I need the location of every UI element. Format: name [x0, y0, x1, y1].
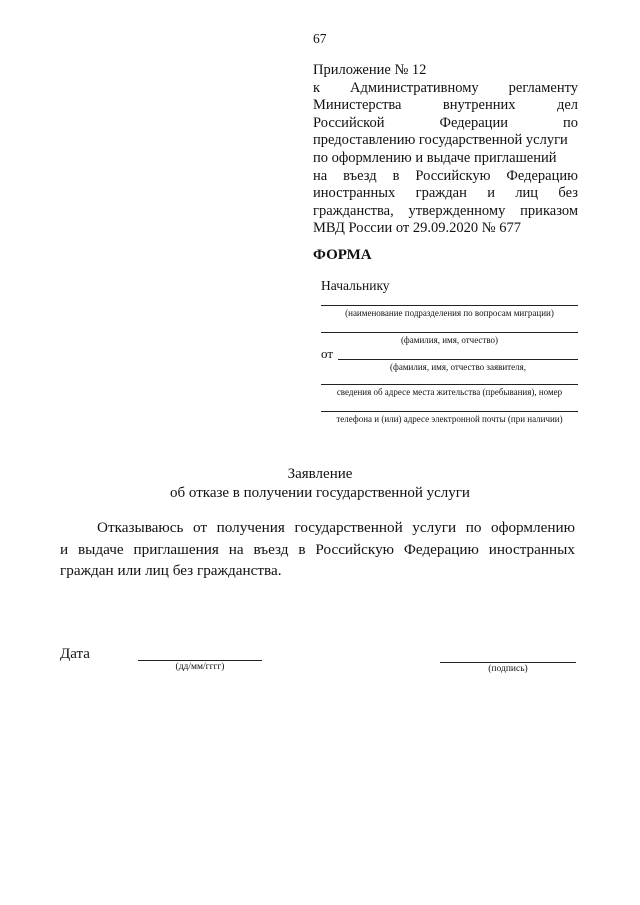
word: Российскую	[415, 167, 491, 184]
appendix-title: Приложение № 12	[313, 62, 427, 78]
word: граждан	[415, 185, 467, 202]
word: предоставлению государственной услуги	[313, 132, 568, 149]
appendix-last-line: МВД России от 29.09.2020 № 677	[313, 220, 521, 237]
date-label: Дата	[60, 646, 90, 662]
appendix-line	[313, 185, 578, 203]
word: Федерацию	[506, 167, 578, 184]
appendix-line	[313, 97, 578, 115]
appendix-line	[313, 132, 578, 150]
word: дел	[556, 97, 578, 114]
caption-applicant: (фамилия, имя, отчество заявителя,	[390, 362, 526, 372]
statement-body-lines	[60, 517, 575, 560]
word: государственной	[294, 519, 403, 536]
department-line	[321, 305, 578, 306]
word: иностранных	[313, 185, 396, 202]
signature-caption: (подпись)	[488, 664, 528, 674]
word: въезд	[343, 167, 377, 184]
body-line	[60, 539, 575, 561]
caption-name: (фамилия, имя, отчество)	[400, 335, 499, 345]
word: утвержденному	[408, 202, 506, 219]
word: въезд	[253, 540, 289, 558]
appendix-line	[313, 150, 578, 168]
word: и	[487, 185, 495, 202]
appendix-block	[313, 62, 578, 238]
body-line	[60, 517, 575, 539]
word: услуги	[412, 519, 457, 536]
word: в	[298, 540, 306, 558]
word: получения	[216, 519, 285, 536]
word: Федерацию	[403, 540, 479, 558]
address-line	[321, 384, 578, 385]
word: лиц	[515, 185, 539, 202]
form-label: ФОРМА	[313, 247, 372, 263]
word: Отказываюсь	[97, 519, 184, 536]
appendix-text	[313, 80, 578, 221]
word: иностранных	[488, 540, 575, 558]
appendix-line	[313, 80, 578, 98]
word: Федерации	[439, 114, 508, 131]
word: на	[228, 540, 244, 558]
word: и	[60, 540, 69, 558]
word: Российскую	[315, 540, 395, 558]
caption-address: сведения об адресе места жительства (пребывания), номер	[336, 387, 563, 397]
word: приглашения	[133, 540, 219, 558]
word: регламенту	[508, 79, 578, 96]
word: выдаче	[78, 540, 124, 558]
name-line	[321, 332, 578, 333]
addressee-to: Начальнику	[321, 278, 390, 293]
applicant-line	[338, 359, 578, 360]
signature-line	[440, 662, 576, 663]
word: без	[558, 185, 578, 202]
word: на	[313, 167, 328, 184]
word: Административному	[350, 79, 479, 96]
word: гражданства,	[313, 202, 394, 219]
statement-subtitle: об отказе в получении государственной услуги	[170, 485, 470, 501]
statement-body-last: граждан или лиц без гражданства.	[60, 562, 282, 579]
contacts-line	[321, 411, 578, 412]
appendix-line	[313, 115, 578, 133]
from-label: от	[321, 346, 334, 361]
word: по оформлению и выдаче приглашений	[313, 149, 557, 166]
date-line	[138, 660, 262, 661]
word: приказом	[520, 202, 578, 219]
word: внутренних	[442, 97, 516, 114]
statement-title: Заявление	[287, 466, 353, 482]
page-number: 67	[313, 31, 327, 46]
word: Министерства	[313, 97, 402, 114]
caption-contacts: телефона и (или) адресе электронной почты (при наличии)	[336, 414, 563, 424]
word: от	[193, 519, 208, 536]
word: оформлению	[491, 519, 575, 536]
date-caption: (дд/мм/гггг)	[175, 662, 225, 672]
word: Российской	[313, 114, 385, 131]
word: по	[465, 519, 482, 536]
word: по	[562, 114, 578, 131]
word: к	[313, 79, 321, 96]
appendix-line	[313, 203, 578, 221]
appendix-line	[313, 168, 578, 186]
caption-department: (наименование подразделения по вопросам миграции)	[345, 308, 554, 318]
word: в	[392, 167, 400, 184]
statement-body	[60, 517, 575, 582]
